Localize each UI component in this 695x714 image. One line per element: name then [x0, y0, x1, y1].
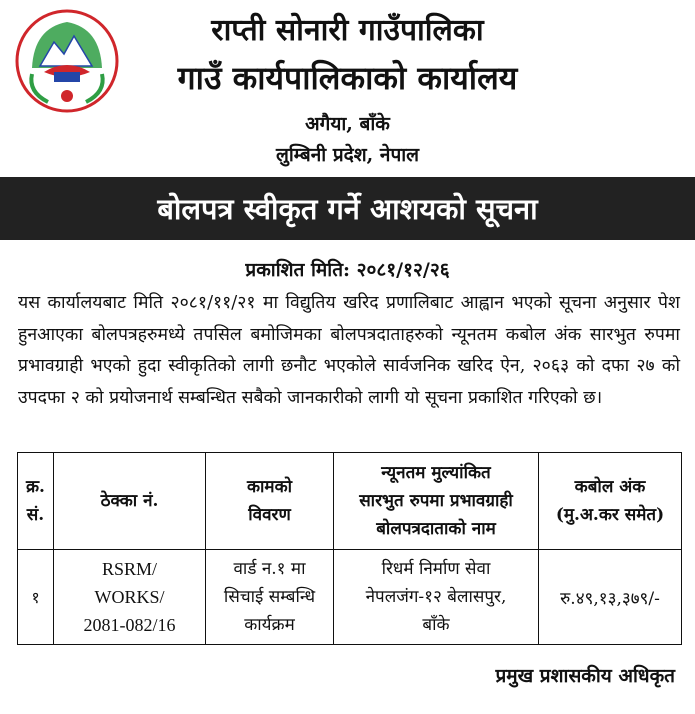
header-sn: क्र. सं. — [18, 453, 54, 550]
bid-table — [17, 452, 682, 645]
cell-bidder-name: रिधर्म निर्माण सेवा नेपलजंग-१२ बेलासपुर, बाँके — [334, 550, 539, 645]
signatory-title: प्रमुख प्रशासकीय अधिकृत — [495, 665, 675, 687]
notice-title-banner: बोलपत्र स्वीकृत गर्ने आशयको सूचना — [0, 177, 695, 240]
table-row — [18, 550, 682, 645]
municipality-name: राप्ती सोनारी गाउँपालिका — [211, 13, 484, 48]
notice-body: यस कार्यालयबाट मिति २०८१/११/२१ मा विद्युतिय खरिद प्रणालिबाट आह्वान भएको सूचना अनुसार पेश हुनआएका बोलपत्रहरुमध्ये तपसिल बमोजिमका बोलपत्रदाताहरुको न्यूनतम कबोल अंक सारभुत रुपमा प्रभावग्राही भएको हुदा स्वीकृतिको लागी छनौट भएकोले सार्वजनिक खरिद ऐन, २०६३ को दफा २७ को उपदफा २ को प्रयोजनार्थ सम्बन्धित सबैको जानकारीको लागी यो सूचना प्रकाशित गरिएको छ। — [18, 293, 680, 408]
header-bid-amount: कबोल अंक (मु.अ.कर समेत) — [539, 453, 682, 550]
header-work-description: कामको विवरण — [206, 453, 334, 550]
header-bidder-name: न्यूनतम मुल्यांकित सारभुत रुपमा प्रभावग्राही बोलपत्रदाताको नाम — [334, 453, 539, 550]
publication-date: प्रकाशित मिति: २०८१/१२/२६ — [245, 259, 450, 281]
cell-sn: १ — [18, 550, 54, 645]
office-name: गाउँ कार्यपालिकाको कार्यालय — [177, 59, 518, 97]
cell-bid-amount: रु.४९,१३,३७९/- — [539, 550, 682, 645]
header-contract-no: ठेक्का नं. — [54, 453, 206, 550]
cell-work-description: वार्ड न.१ मा सिचाई सम्बन्धि कार्यक्रम — [206, 550, 334, 645]
cell-contract-no: RSRM/ WORKS/ 2081-082/16 — [54, 550, 206, 645]
office-address: अगैया, बाँके — [305, 113, 390, 135]
province-country: लुम्बिनी प्रदेश, नेपाल — [275, 144, 420, 166]
table-header-row — [18, 453, 682, 550]
